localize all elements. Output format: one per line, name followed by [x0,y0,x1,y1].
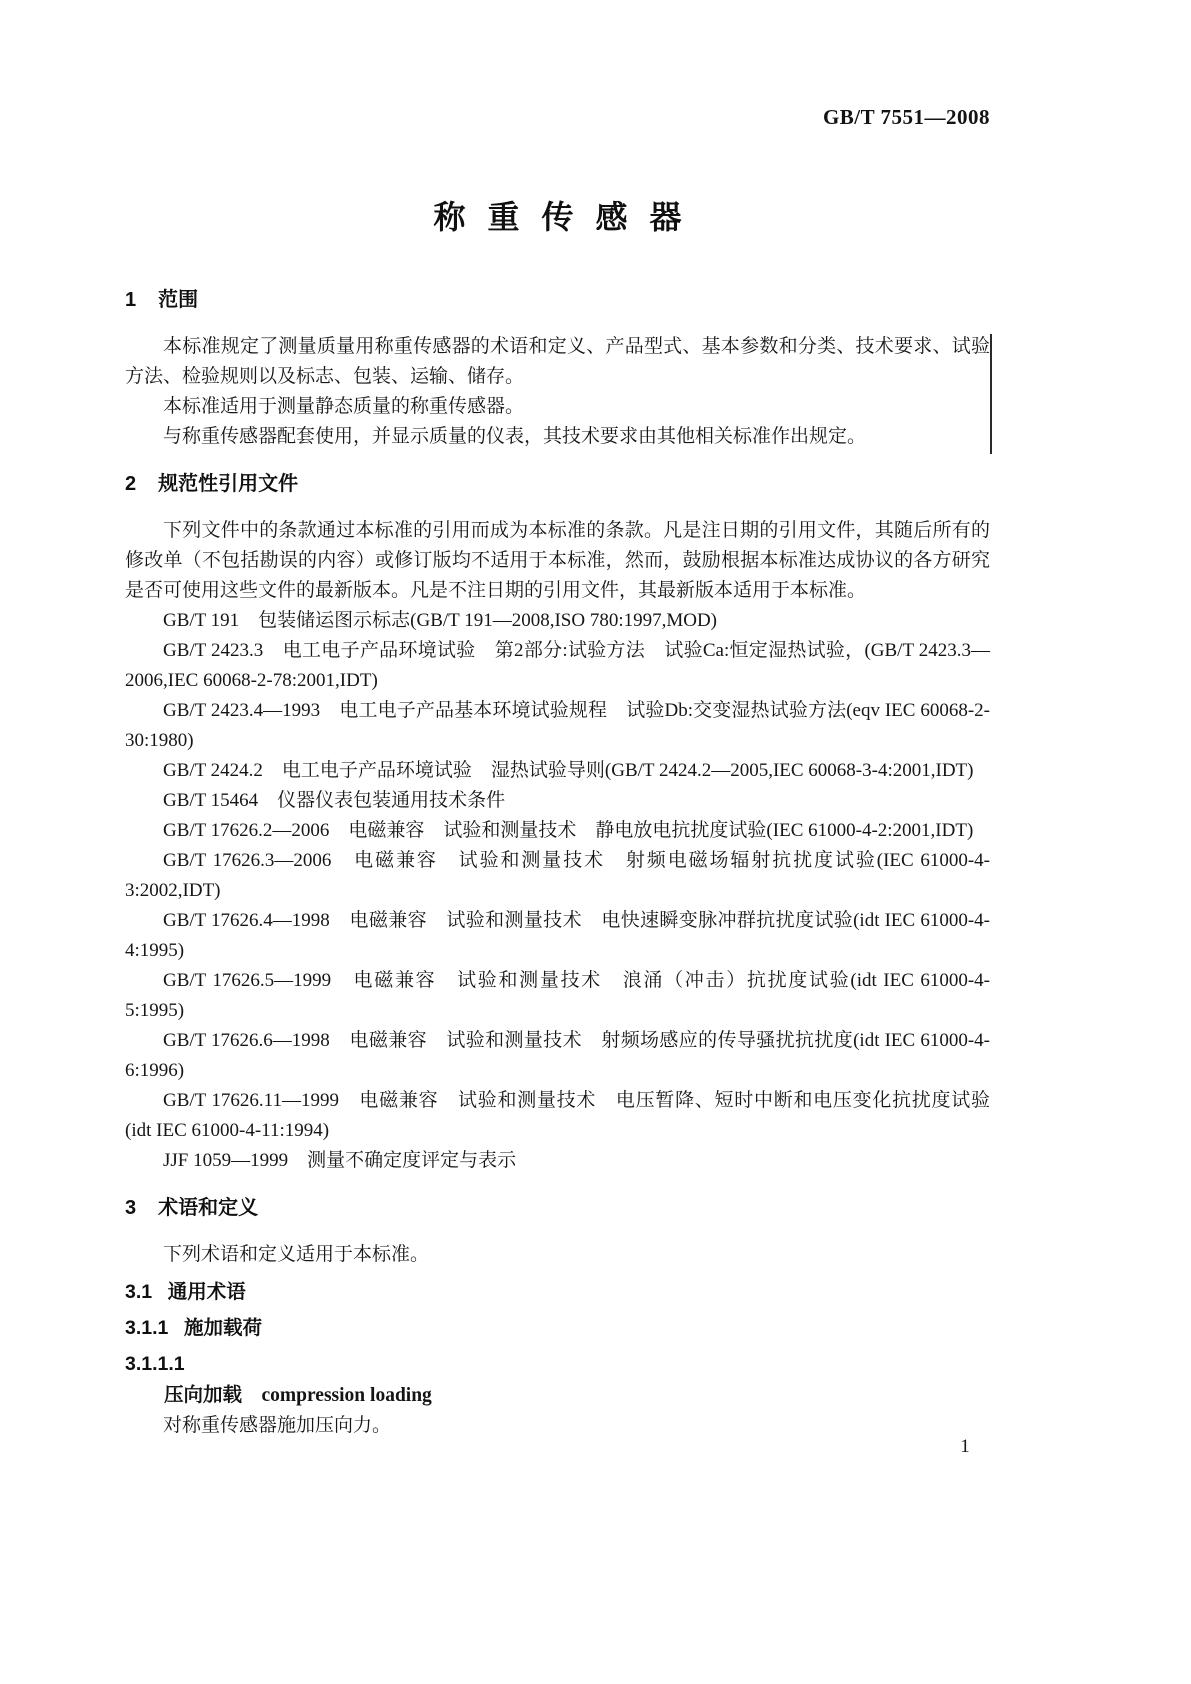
page-number: 1 [960,1436,970,1457]
paragraph: 下列术语和定义适用于本标准。 [163,1244,430,1265]
term-definition: 对称重传感器施加压向力。 [163,1415,392,1436]
subsection-number: 3.1.1 [125,1317,169,1339]
subsection-title: 施加载荷 [183,1317,262,1339]
reference-item: GB/T 17626.3—2006 电磁兼容 试验和测量技术 射频电磁场辐射抗扰度试验(IEC 61000-4-3:2002,IDT) [125,850,990,901]
reference-item: GB/T 2423.4—1993 电工电子产品基本环境试验规程 试验Db:交变湿热试验方法(eqv IEC 60068-2-30:1980) [125,700,990,751]
section-title: 术语和定义 [158,1197,259,1219]
section-normative-references-heading [125,470,990,498]
section-title: 范围 [158,289,199,311]
section-normative-references [125,470,990,1176]
subsection-3-1-1-heading [125,1314,990,1342]
section-number: 1 [125,289,137,311]
reference-item: GB/T 17626.11—1999 电磁兼容 试验和测量技术 电压暂降、短时中断和电压变化抗扰度试验(idt IEC 61000-4-11:1994) [125,1090,990,1141]
term-entry [125,1380,990,1411]
paragraph: 本标准适用于测量静态质量的称重传感器。 [163,396,525,417]
subsection-number: 3.1.1.1 [125,1353,185,1375]
subsection-3-1-heading [125,1278,990,1306]
section-title: 规范性引用文件 [158,473,299,495]
reference-item: GB/T 191 包装储运图示标志(GB/T 191—2008,ISO 780:1997,MOD) [163,610,718,631]
paragraph: 本标准规定了测量质量用称重传感器的术语和定义、产品型式、基本参数和分类、技术要求、试验方法、检验规则以及标志、包装、运输、储存。 [125,336,990,387]
reference-item: GB/T 17626.2—2006 电磁兼容 试验和测量技术 静电放电抗扰度试验(IEC 61000-4-2:2001,IDT) [163,820,974,841]
subsection-title: 通用术语 [167,1281,246,1303]
document-title: 称重传感器 [433,199,704,235]
section-scope-heading [125,286,990,314]
section-number: 3 [125,1197,137,1219]
reference-item: GB/T 15464 仪器仪表包装通用技术条件 [163,790,506,811]
reference-item: JJF 1059—1999 测量不确定度评定与表示 [163,1150,517,1171]
section-terms [125,1194,990,1441]
paragraph: 与称重传感器配套使用，并显示质量的仪表，其技术要求由其他相关标准作出规定。 [163,426,867,447]
reference-item: GB/T 17626.5—1999 电磁兼容 试验和测量技术 浪涌（冲击）抗扰度试验(idt IEC 61000-4-5:1995) [125,970,990,1021]
subsection-number: 3.1 [125,1281,153,1303]
subsection-3-1-1-1-heading [125,1350,990,1378]
reference-item: GB/T 2424.2 电工电子产品环境试验 湿热试验导则(GB/T 2424.2—2005,IEC 60068-3-4:2001,IDT) [163,760,974,781]
section-terms-heading [125,1194,990,1222]
reference-item: GB/T 17626.4—1998 电磁兼容 试验和测量技术 电快速瞬变脉冲群抗扰度试验(idt IEC 61000-4-4:1995) [125,910,990,961]
term-zh: 压向加载 [164,1384,243,1406]
revision-bar [990,334,992,454]
term-en: compression loading [261,1385,432,1406]
reference-item: GB/T 2423.3 电工电子产品环境试验 第2部分:试验方法 试验Ca:恒定湿热试验，(GB/T 2423.3—2006,IEC 60068-2-78:2001,IDT) [125,640,990,691]
reference-item: GB/T 17626.6—1998 电磁兼容 试验和测量技术 射频场感应的传导骚扰抗扰度(idt IEC 61000-4-6:1996) [125,1030,990,1081]
standard-number: GB/T 7551—2008 [822,105,990,129]
paragraph: 下列文件中的条款通过本标准的引用而成为本标准的条款。凡是注日期的引用文件，其随后所有的修改单（不包括勘误的内容）或修订版均不适用于本标准，然而，鼓励根据本标准达成协议的各方研究是否可使用这些文件的最新版本。凡是不注日期的引用文件，其最新版本适用于本标准。 [125,520,990,601]
section-scope [125,286,990,452]
section-number: 2 [125,473,137,495]
